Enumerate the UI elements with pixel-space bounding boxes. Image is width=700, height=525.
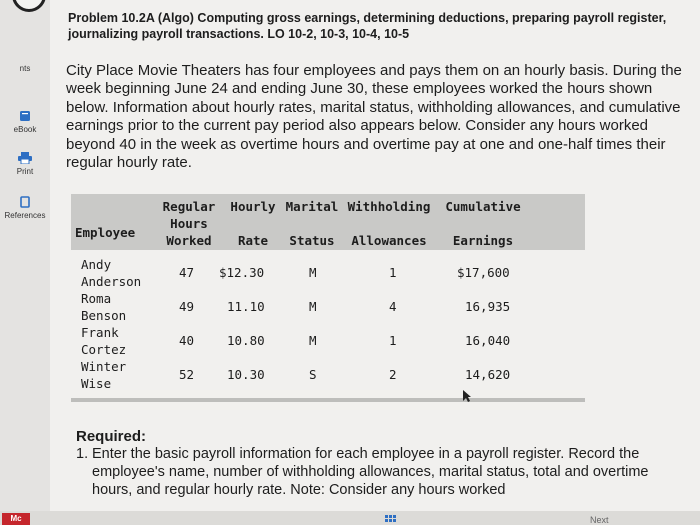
rate-cell: 10.30	[227, 367, 265, 382]
hours-cell: 40	[179, 333, 195, 348]
header-withholding-allowances: Withholding Allowances	[347, 199, 431, 248]
earnings-cell: 16,935	[465, 299, 511, 314]
employee-data-table	[71, 194, 585, 402]
table-row	[71, 324, 585, 358]
earnings-cell: 14,620	[465, 367, 511, 382]
problem-intro: City Place Movie Theaters has four employees and pays them on an hourly basis. During the week beginning June 24 and ending June 30, these employees worked the hours shown below. Information about hourly rates, marital status, withholding allowances, and cumulative earnings prior to the current pay period also appears below. Consider any hours worked beyond 40 in the week as overtime hours and overtime pay at one and one-half times their regular hourly rate.	[66, 62, 682, 172]
sidebar-item-ebook[interactable]	[0, 110, 50, 134]
status-cell: M	[309, 333, 317, 348]
hours-cell: 49	[179, 299, 195, 314]
sidebar-item-label: eBook	[13, 125, 37, 134]
table-row	[71, 358, 585, 392]
earnings-cell: 16,040	[465, 333, 511, 348]
allowances-cell: 4	[389, 299, 397, 314]
problem-content	[50, 0, 700, 525]
allowances-cell: 2	[389, 367, 397, 382]
required-item-1	[76, 445, 688, 499]
status-cell: M	[309, 265, 317, 280]
header-marital-status: Marital Status	[285, 199, 339, 248]
sidebar-item-label: Print	[16, 167, 34, 176]
rate-cell: 10.80	[227, 333, 265, 348]
mcgraw-hill-logo: Mc	[2, 513, 30, 525]
grid-icon[interactable]	[385, 515, 397, 523]
rate-cell: 11.10	[227, 299, 265, 314]
table-bottom-border	[71, 398, 585, 402]
earnings-cell: $17,600	[457, 265, 510, 280]
book-icon	[19, 110, 31, 122]
required-item-number: 1.	[76, 446, 89, 462]
employee-name: Winter Wise	[81, 359, 127, 391]
required-item-text: Enter the basic payroll information for each employee in a payroll register. Record the employee's name, number of withholding allowances, marital status, total and overtime hours, and regular hourly rate. Note: Consider any hours worked	[92, 446, 649, 498]
employee-name: Roma Benson	[81, 291, 127, 323]
hours-cell: 47	[179, 265, 195, 280]
sidebar-item-label: References	[4, 211, 46, 220]
required-heading: Required:	[76, 428, 147, 445]
allowances-cell: 1	[389, 333, 397, 348]
employee-name: Andy Anderson	[81, 257, 142, 289]
table-row	[71, 290, 585, 324]
sidebar-item-print[interactable]	[0, 152, 50, 176]
mouse-cursor-icon	[462, 389, 472, 403]
top-circle-decoration	[12, 0, 46, 12]
printer-icon	[18, 152, 32, 164]
status-cell: S	[309, 367, 317, 382]
header-employee: Employee	[75, 225, 136, 240]
hours-cell: 52	[179, 367, 195, 382]
references-icon	[19, 196, 31, 208]
employee-name: Frank Cortez	[81, 325, 127, 357]
next-button[interactable]: Next	[590, 515, 609, 525]
problem-title: Problem 10.2A (Algo) Computing gross earnings, determining deductions, preparing payroll register, journalizing payroll transactions. LO 10-2, 10-3, 10-4, 10-5	[68, 11, 667, 41]
table-row	[71, 256, 585, 290]
allowances-cell: 1	[389, 265, 397, 280]
header-hourly-rate: Hourly Rate	[230, 199, 276, 248]
status-cell: M	[309, 299, 317, 314]
sidebar-item-label: nts	[19, 64, 31, 73]
left-sidebar	[0, 0, 51, 525]
sidebar-item-references[interactable]	[0, 196, 50, 220]
rate-cell: $12.30	[219, 265, 265, 280]
header-regular-hours: Regular Hours Worked	[162, 199, 216, 248]
sidebar-item-points	[0, 64, 50, 73]
header-cumulative-earnings: Cumulative Earnings	[445, 199, 521, 248]
table-header	[71, 194, 585, 250]
